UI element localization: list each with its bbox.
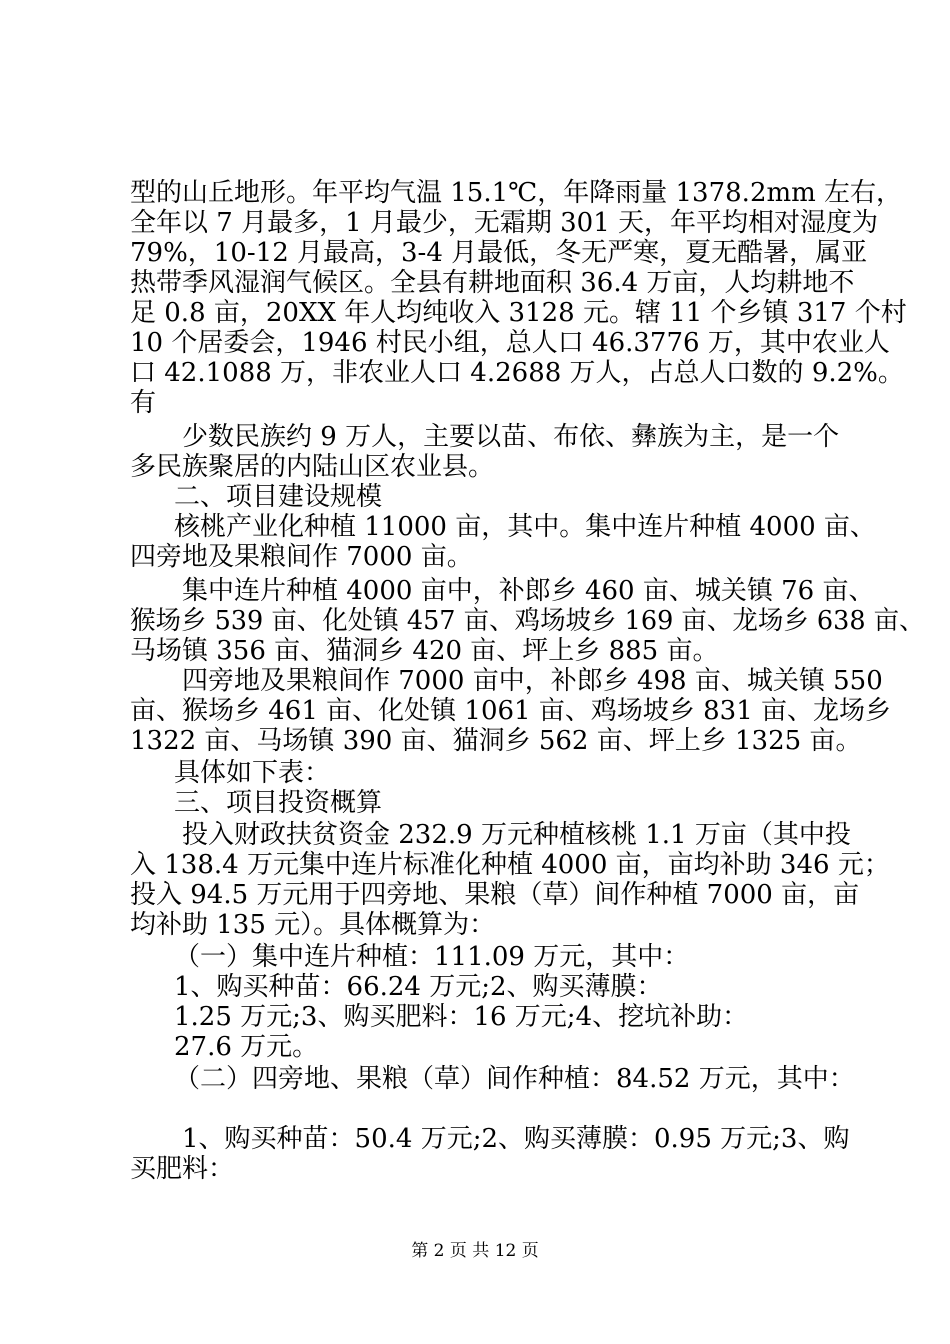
section-heading: 二、项目建设规模 bbox=[174, 482, 383, 512]
body-line: 79%，10-12 月最高，3-4 月最低，冬无严寒，夏无酷暑，属亚 bbox=[130, 238, 868, 268]
body-line: 亩、猴场乡 461 亩、化处镇 1061 亩、鸡场坡乡 831 亩、龙场乡 bbox=[130, 696, 892, 726]
body-line: 均补助 135 元）。具体概算为： bbox=[130, 910, 496, 940]
body-line: 1、购买种苗：66.24 万元;2、购买薄膜： bbox=[174, 972, 663, 1002]
body-line: 马场镇 356 亩、猫洞乡 420 亩、坪上乡 885 亩。 bbox=[130, 636, 719, 666]
subsection-heading: （二）四旁地、果粮（草）间作种植：84.52 万元，其中： bbox=[174, 1064, 855, 1094]
body-line: 10 个居委会，1946 村民小组，总人口 46.3776 万，其中农业人 bbox=[130, 328, 890, 358]
body-line: 投入 94.5 万元用于四旁地、果粮（草）间作种植 7000 亩，亩 bbox=[130, 880, 860, 910]
body-line: 四旁地及果粮间作 7000 亩。 bbox=[130, 542, 473, 572]
body-line: 四旁地及果粮间作 7000 亩中，补郎乡 498 亩、城关镇 550 bbox=[182, 666, 883, 696]
page-number-footer: 第 2 页 共 12 页 bbox=[411, 1241, 539, 1261]
body-line: 型的山丘地形。年平均气温 15.1℃，年降雨量 1378.2mm 左右， bbox=[130, 178, 903, 208]
body-line: 具体如下表： bbox=[174, 758, 331, 788]
body-line: 口 42.1088 万，非农业人口 4.2688 万人，占总人口数的 9.2%。 bbox=[130, 358, 904, 388]
body-line: 1、购买种苗：50.4 万元;2、购买薄膜：0.95 万元;3、购 bbox=[182, 1124, 850, 1154]
body-line: 1.25 万元;3、购买肥料：16 万元;4、挖坑补助： bbox=[174, 1002, 749, 1032]
body-line: 入 138.4 万元集中连片标准化种植 4000 亩，亩均补助 346 元； bbox=[130, 850, 890, 880]
body-line: 有 bbox=[130, 388, 157, 418]
body-line: 1322 亩、马场镇 390 亩、猫洞乡 562 亩、坪上乡 1325 亩。 bbox=[130, 726, 862, 756]
body-line: 多民族聚居的内陆山区农业县。 bbox=[130, 452, 495, 482]
body-line: 27.6 万元。 bbox=[174, 1032, 319, 1062]
body-line: 足 0.8 亩，20XX 年人均纯收入 3128 元。辖 11 个乡镇 317 个村 bbox=[130, 298, 907, 328]
body-line: 猴场乡 539 亩、化处镇 457 亩、鸡场坡乡 169 亩、龙场乡 638 亩、 bbox=[130, 606, 925, 636]
body-line: 核桃产业化种植 11000 亩，其中。集中连片种植 4000 亩、 bbox=[174, 512, 876, 542]
body-line: 集中连片种植 4000 亩中，补郎乡 460 亩、城关镇 76 亩、 bbox=[182, 576, 875, 606]
section-heading: 三、项目投资概算 bbox=[174, 788, 383, 818]
body-line: 全年以 7 月最多，1 月最少，无霜期 301 天，年平均相对湿度为 bbox=[130, 208, 879, 238]
body-line: 投入财政扶贫资金 232.9 万元种植核桃 1.1 万亩（其中投 bbox=[182, 820, 851, 850]
body-line: 热带季风湿润气候区。全县有耕地面积 36.4 万亩，人均耕地不 bbox=[130, 268, 855, 298]
body-line: 少数民族约 9 万人，主要以苗、布依、彝族为主，是一个 bbox=[182, 422, 840, 452]
body-line: 买肥料： bbox=[130, 1154, 235, 1184]
subsection-heading: （一）集中连片种植：111.09 万元，其中： bbox=[174, 942, 690, 972]
